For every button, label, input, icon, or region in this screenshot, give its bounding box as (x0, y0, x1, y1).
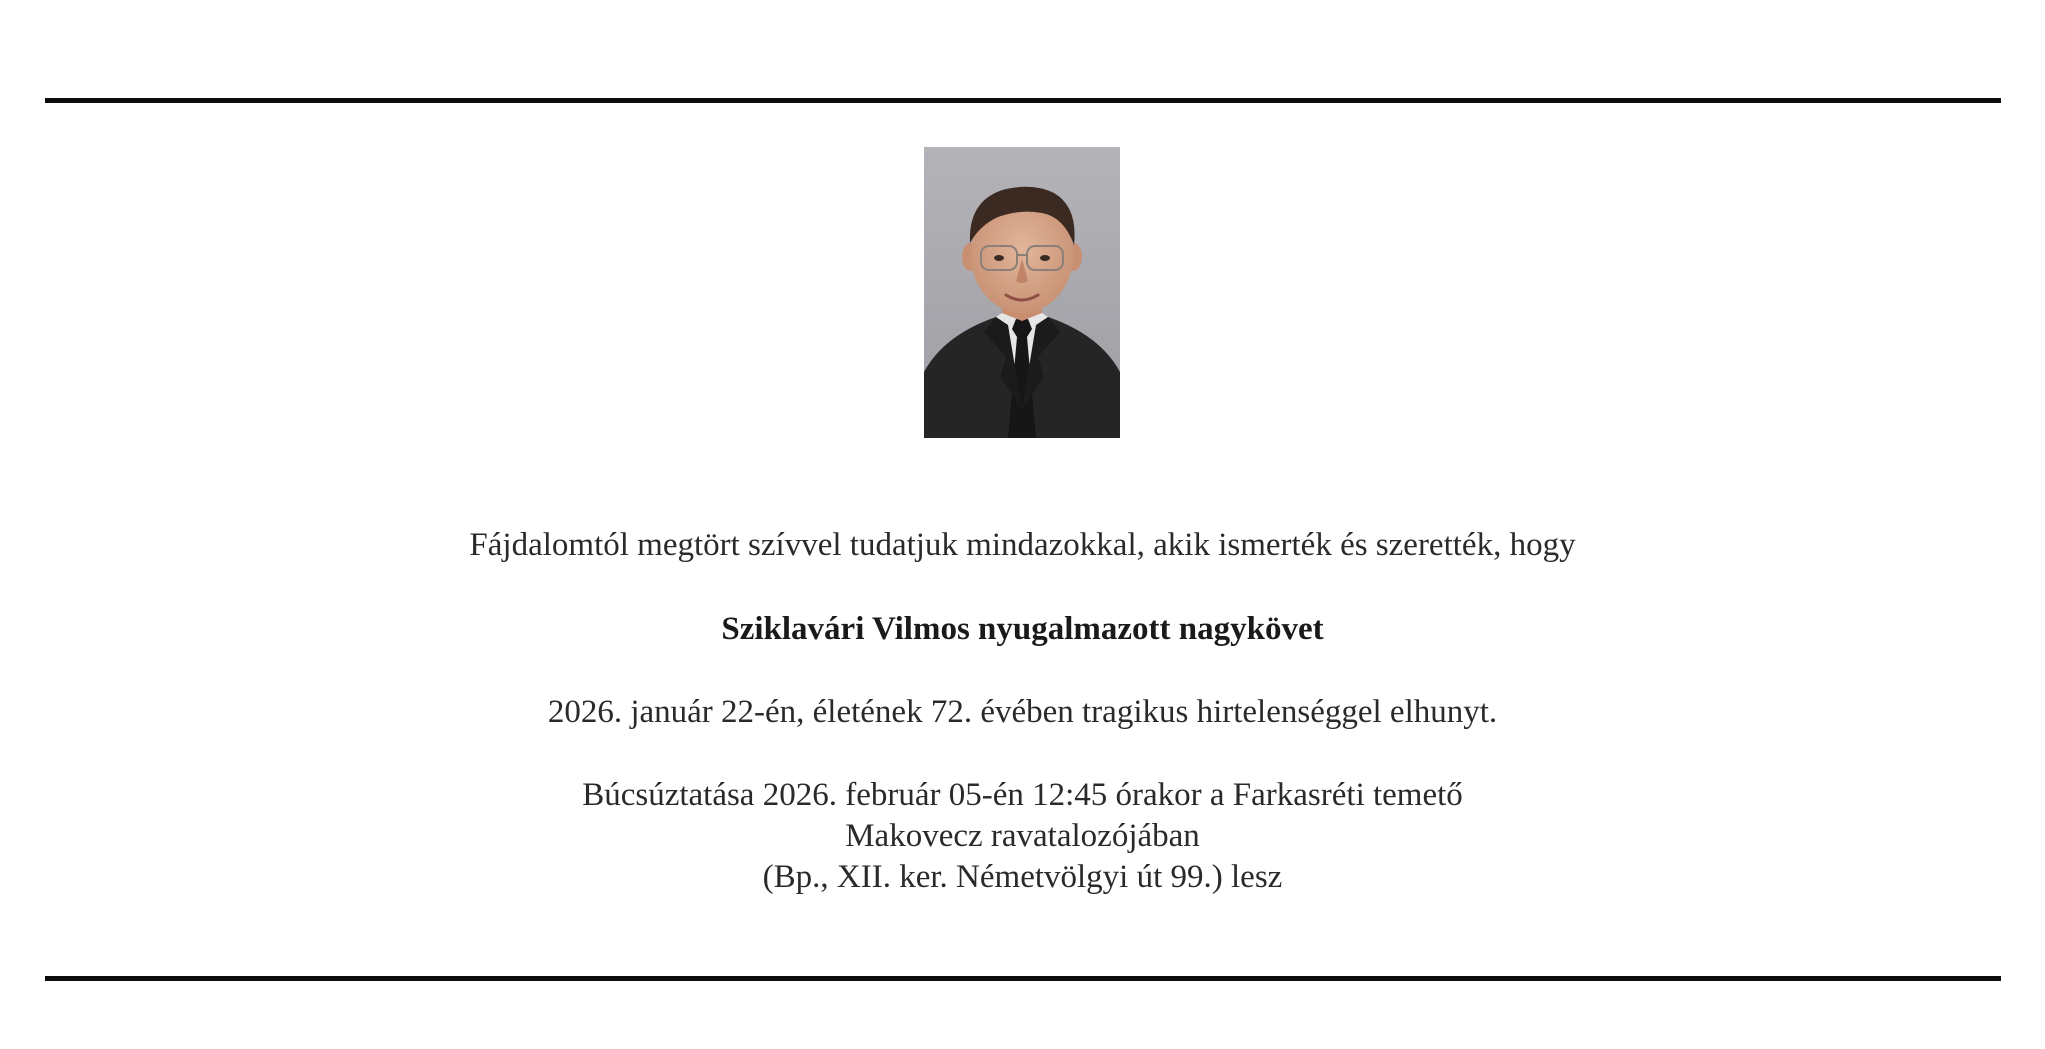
top-divider (45, 98, 2001, 103)
intro-sentence: Fájdalomtól megtört szívvel tudatjuk mindazokkal, akik ismerték és szerették, hogy (469, 527, 1576, 563)
portrait-photo (924, 147, 1120, 438)
death-statement: 2026. január 22-én, életének 72. évében tragikus hirtelenséggel elhunyt. (547, 694, 1498, 730)
deceased-name: Sziklavári Vilmos nyugalmazott nagykövet (721, 611, 1324, 647)
funeral-line: Búcsúztatása 2026. február 05-én 12:45 órakor a Farkasréti temető (582, 777, 1463, 813)
funeral-line: Makovecz ravatalozójában (845, 818, 1200, 854)
funeral-details (0, 775, 2045, 898)
bottom-divider (45, 976, 2001, 981)
funeral-line: (Bp., XII. ker. Németvölgyi út 99.) lesz (762, 859, 1283, 895)
